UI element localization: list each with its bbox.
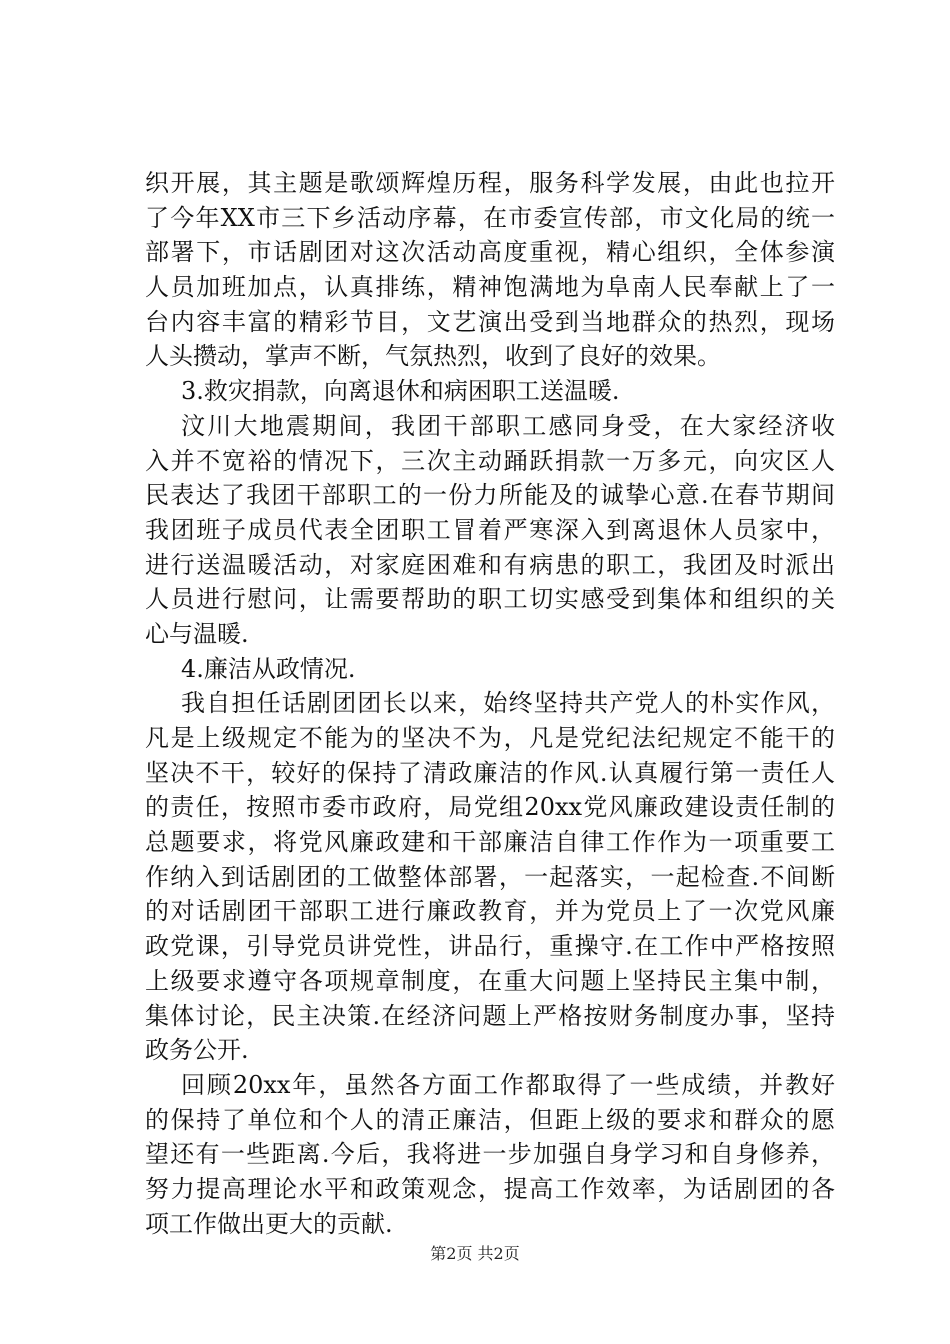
text-line: 的对话剧团干部职工进行廉政教育，并为党员上了一次党风廉: [145, 897, 835, 926]
text-line: 人员进行慰问，让需要帮助的职工切实感受到集体和组织的关: [145, 585, 835, 614]
text-line: 台内容丰富的精彩节目，文艺演出受到当地群众的热烈，现场: [145, 307, 835, 336]
text-line: 我团班子成员代表全团职工冒着严寒深入到离退休人员家中，: [145, 515, 835, 544]
text-line: 项工作做出更大的贡献.: [145, 1209, 393, 1238]
section-heading: 3.救灾捐款，向离退休和病困职工送温暖.: [181, 377, 620, 406]
text-line: 入并不宽裕的情况下，三次主动踊跃捐款一万多元，向灾区人: [145, 446, 835, 475]
text-line: 凡是上级规定不能为的坚决不为，凡是党纪法纪规定不能干的: [145, 724, 835, 752]
paragraph-first-line: 回顾20xx年，虽然各方面工作都取得了一些成绩，并教好: [181, 1070, 835, 1099]
text-line: 集体讨论，民主决策.在经济问题上严格按财务制度办事，坚持: [145, 1001, 835, 1030]
paragraph-first-line: 汶川大地震期间，我团干部职工感同身受，在大家经济收: [181, 411, 835, 440]
text-line: 了今年XX市三下乡活动序幕，在市委宣传部，市文化局的统一: [145, 203, 835, 232]
text-line: 织开展，其主题是歌颂辉煌历程，服务科学发展，由此也拉开: [145, 169, 835, 197]
text-line: 人头攒动，掌声不断，气氛热烈，收到了良好的效果。: [145, 342, 721, 371]
page-number-footer: 第2页 共2页: [430, 1244, 520, 1263]
text-line: 政务公开.: [145, 1036, 249, 1065]
text-line: 民表达了我团干部职工的一份力所能及的诚挚心意.在春节期间: [145, 481, 835, 510]
text-line: 的责任，按照市委市政府，局党组20xx党风廉政建设责任制的: [145, 793, 835, 822]
text-line: 努力提高理论水平和政策观念，提高工作效率，为话剧团的各: [145, 1174, 835, 1203]
text-line: 的保持了单位和个人的清正廉洁，但距上级的要求和群众的愿: [145, 1105, 835, 1134]
text-line: 政党课，引导党员讲党性，讲品行，重操守.在工作中严格按照: [145, 932, 835, 961]
text-line: 作纳入到话剧团的工做整体部署，一起落实，一起检查.不间断: [145, 862, 835, 891]
text-line: 总题要求，将党风廉政建和干部廉洁自律工作作为一项重要工: [145, 828, 835, 857]
text-line: 进行送温暖活动，对家庭困难和有病患的职工，我团及时派出: [145, 550, 835, 579]
text-line: 部署下，市话剧团对这次活动高度重视，精心组织，全体参演: [145, 238, 835, 267]
text-line: 望还有一些距离.今后，我将进一步加强自身学习和自身修养，: [145, 1140, 835, 1169]
text-line: 坚决不干，较好的保持了清政廉洁的作风.认真履行第一责任人: [145, 758, 835, 787]
text-line: 上级要求遵守各项规章制度，在重大问题上坚持民主集中制，: [145, 966, 835, 995]
section-heading: 4.廉洁从政情况.: [181, 654, 356, 683]
paragraph-first-line: 我自担任话剧团团长以来，始终坚持共产党人的朴实作风，: [181, 689, 835, 718]
document-body: [145, 166, 835, 1241]
text-line: 人员加班加点，认真排练，精神饱满地为阜南人民奉献上了一: [145, 273, 835, 302]
text-line: 心与温暖.: [145, 619, 249, 648]
